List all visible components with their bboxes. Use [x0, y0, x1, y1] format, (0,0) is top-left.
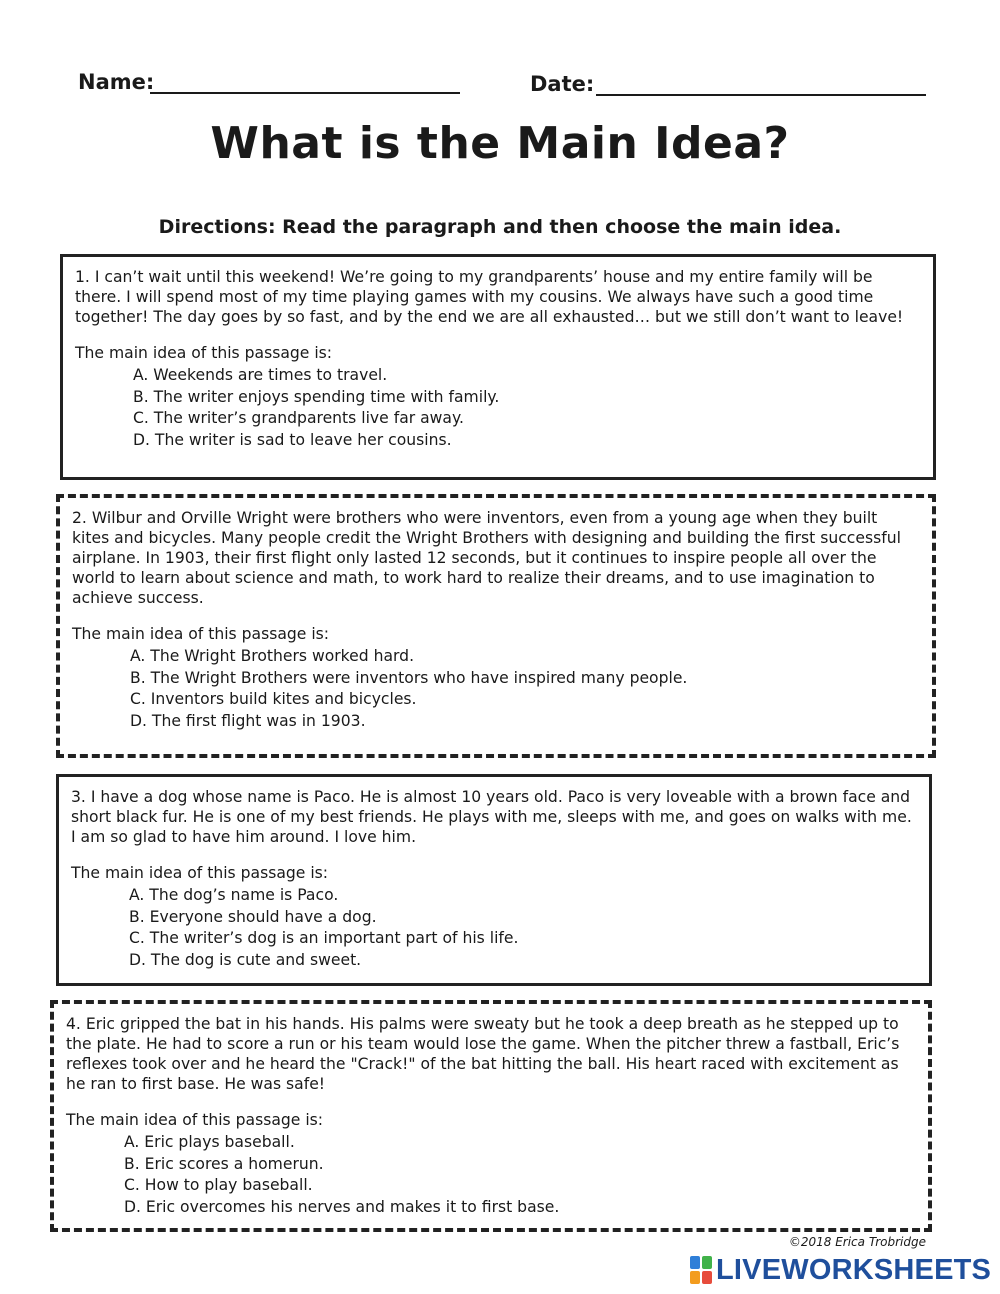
option-a[interactable]: A. The dog’s name is Paco.: [129, 886, 339, 904]
page-title: What is the Main Idea?: [210, 118, 790, 169]
option-b[interactable]: B. The writer enjoys spending time with family.: [133, 387, 500, 406]
option-c[interactable]: C. The writer’s grandparents live far away.: [133, 409, 464, 427]
option-a[interactable]: A. The Wright Brothers worked hard.: [130, 647, 415, 665]
option-d[interactable]: D. The writer is sad to leave her cousins.: [133, 430, 452, 449]
option-d[interactable]: D. The first flight was in 1903.: [130, 711, 366, 730]
question-1-passage: 1. I can’t wait until this weekend! We’re going to my grandparents’ house and my entire family will be there. I will spend most of my time playing games with my cousins. We always have such a good time together! The day goes by so fast, and by the end we are all exhausted… but we still don’t want to leave!: [75, 268, 904, 326]
question-1-box: [60, 254, 936, 480]
copyright: ©2018 Erica Trobridge: [788, 1235, 926, 1249]
name-field[interactable]: [150, 92, 460, 94]
question-2-prompt: The main idea of this passage is:: [72, 625, 330, 643]
option-a[interactable]: A. Eric plays baseball.: [124, 1133, 295, 1151]
question-4-passage: 4. Eric gripped the bat in his hands. His palms were sweaty but he took a deep breath as he stepped up to the plate. He had to score a run or his team would lose the game. When the pitcher threw a fastball, Eric’s reflexes took over and he heard the "Crack!" of the bat hitting the ball. His heart raced with excitement as he ran to first base. He was safe!: [66, 1015, 900, 1093]
option-b[interactable]: B. Everyone should have a dog.: [129, 907, 377, 926]
liveworksheets-logo-icon: [690, 1256, 712, 1284]
question-2-box: [56, 494, 936, 758]
question-2-options: [72, 646, 918, 732]
option-d[interactable]: D. The dog is cute and sweet.: [129, 950, 362, 969]
question-1-prompt: The main idea of this passage is:: [75, 344, 333, 362]
question-2-passage: 2. Wilbur and Orville Wright were brothers who were inventors, even from a young age when they built kites and bicycles. Many people credit the Wright Brothers with designing and building the first successful airplane. In 1903, their first flight only lasted 12 seconds, but it continues to inspire people all over the world to learn about science and math, to work hard to realize their dreams, and to use imagination to achieve success.: [72, 509, 901, 607]
option-c[interactable]: C. Inventors build kites and bicycles.: [130, 690, 417, 708]
option-d[interactable]: D. Eric overcomes his nerves and makes it to first base.: [124, 1197, 560, 1216]
question-3-options: [71, 885, 915, 971]
question-4-prompt: The main idea of this passage is:: [66, 1111, 324, 1129]
option-b[interactable]: B. The Wright Brothers were inventors who have inspired many people.: [130, 668, 688, 687]
question-4-options: [66, 1132, 914, 1218]
brand-logo[interactable]: [690, 1252, 991, 1288]
question-3-box: [56, 774, 932, 986]
name-label: Name:: [78, 70, 155, 94]
option-b[interactable]: B. Eric scores a homerun.: [124, 1154, 324, 1173]
brand-name: LIVEWORKSHEETS: [716, 1253, 992, 1286]
question-3-passage: 3. I have a dog whose name is Paco. He is almost 10 years old. Paco is very loveable with a brown face and short black fur. He is one of my best friends. He plays with me, sleeps with me, and goes on walks with me. I am so glad to have him around. I love him.: [71, 788, 912, 846]
option-c[interactable]: C. How to play baseball.: [124, 1176, 313, 1194]
option-c[interactable]: C. The writer’s dog is an important part of his life.: [129, 929, 519, 947]
directions: Directions: Read the paragraph and then choose the main idea.: [158, 216, 842, 238]
date-label: Date:: [530, 72, 595, 96]
question-3-prompt: The main idea of this passage is:: [71, 864, 329, 882]
date-field[interactable]: [596, 94, 926, 96]
option-a[interactable]: A. Weekends are times to travel.: [133, 366, 388, 384]
question-1-options: [75, 365, 919, 451]
question-4-box: [50, 1000, 932, 1232]
